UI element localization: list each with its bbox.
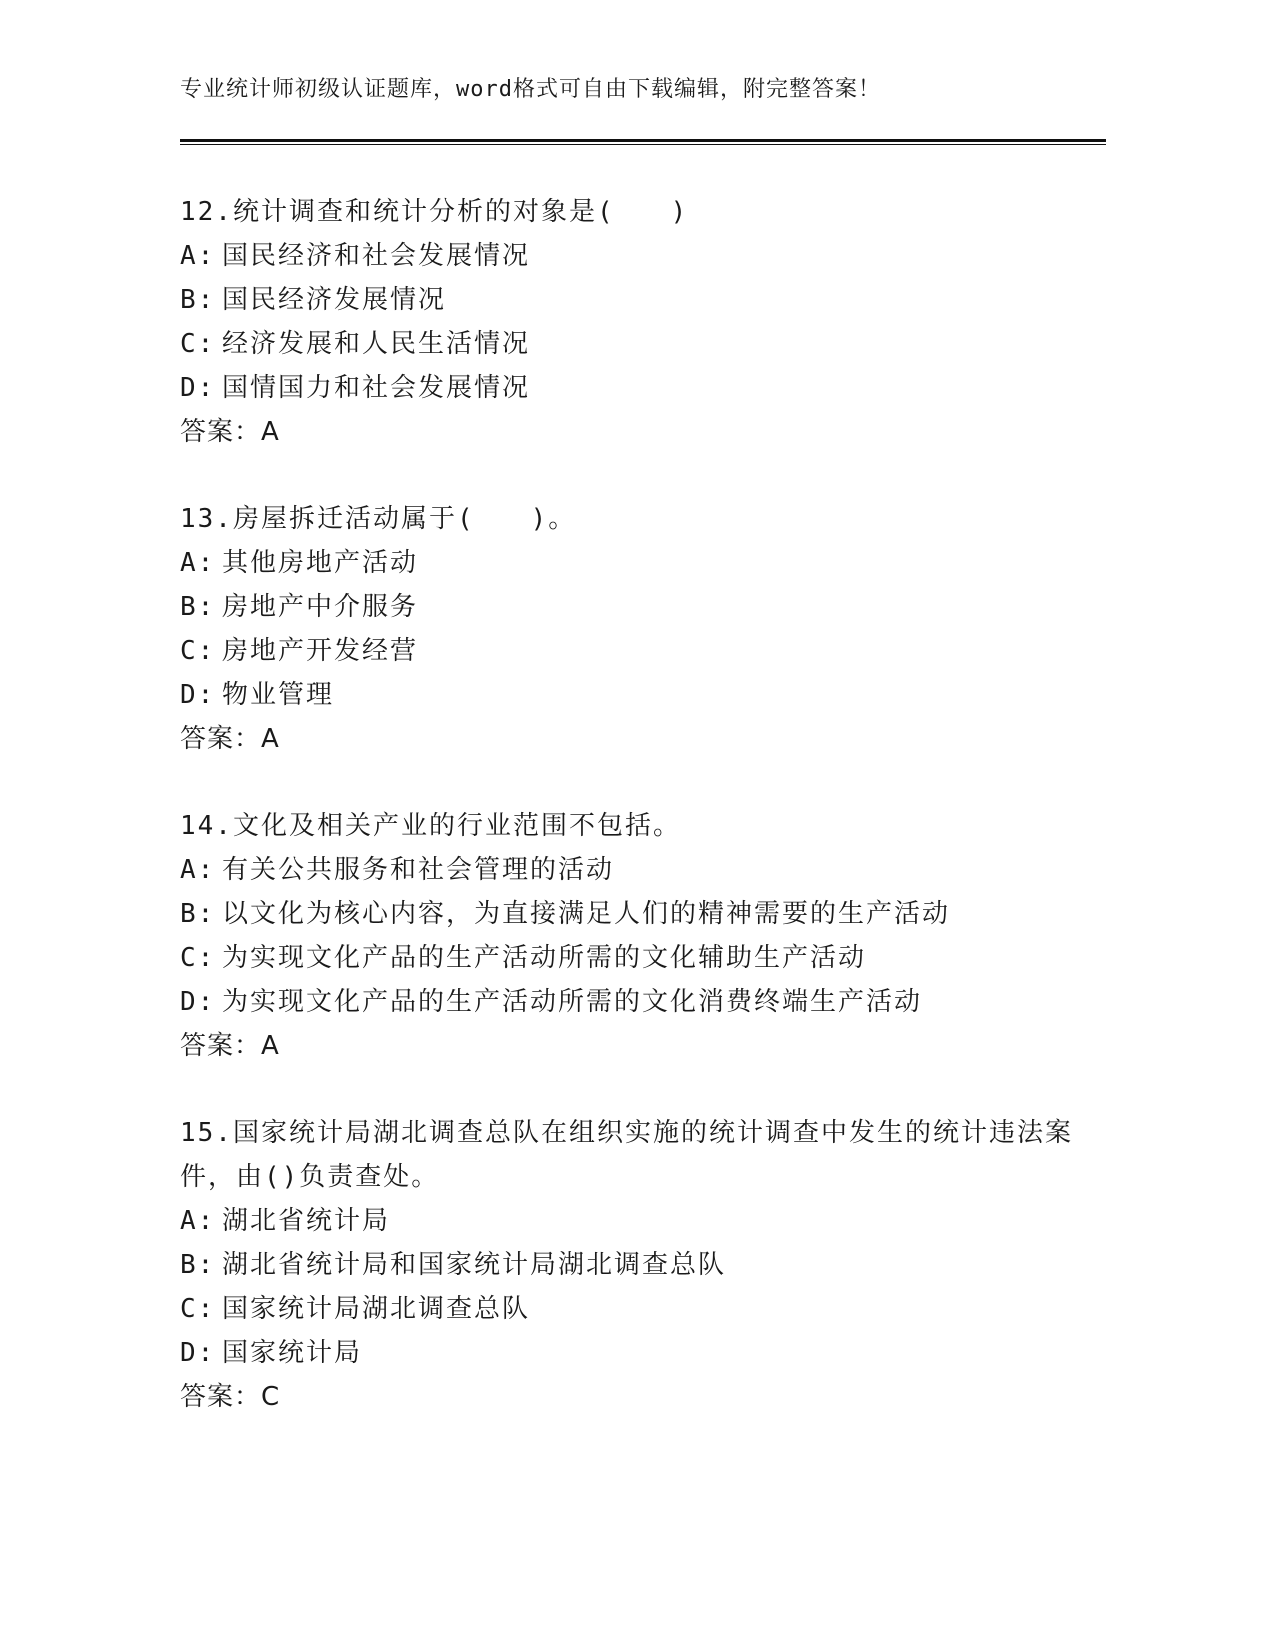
answer-line	[180, 1024, 1110, 1068]
option-a	[180, 848, 1110, 892]
answer-line	[180, 410, 1110, 454]
answer-line	[180, 1375, 1110, 1419]
answer-label: 答案：	[180, 417, 262, 447]
option-b	[180, 892, 1110, 936]
answer-value: C	[261, 1382, 281, 1412]
option-letter: A:	[180, 855, 216, 885]
option-text: 国家统计局湖北调查总队	[222, 1294, 531, 1324]
option-letter: D:	[180, 987, 216, 1017]
option-text: 以文化为核心内容，为直接满足人们的精神需要的生产活动	[222, 899, 951, 929]
question-number: 15.	[180, 1118, 233, 1148]
option-text: 房地产开发经营	[222, 636, 419, 666]
option-text: 为实现文化产品的生产活动所需的文化消费终端生产活动	[222, 987, 923, 1017]
question-text: 统计调查和统计分析的对象是( )	[232, 197, 689, 227]
option-letter: A:	[180, 241, 216, 271]
option-text: 有关公共服务和社会管理的活动	[222, 855, 615, 885]
option-letter: D:	[180, 680, 216, 710]
option-a	[180, 541, 1110, 585]
option-text: 湖北省统计局和国家统计局湖北调查总队	[222, 1250, 727, 1280]
header-rule-thick	[180, 139, 1106, 142]
question-list	[180, 190, 1110, 1462]
question-12	[180, 190, 1110, 454]
option-c	[180, 322, 1110, 366]
question-text: 国家统计局湖北调查总队在组织实施的统计调查中发生的统计违法案件，由()负责查处。	[180, 1118, 1073, 1192]
option-text: 其他房地产活动	[222, 548, 419, 578]
option-text: 国家统计局	[222, 1338, 363, 1368]
option-d	[180, 673, 1110, 717]
option-d	[180, 980, 1110, 1024]
header-rule-thin	[180, 144, 1106, 145]
option-letter: B:	[180, 285, 216, 315]
document-header: 专业统计师初级认证题库，word格式可自由下载编辑，附完整答案！	[180, 77, 881, 102]
question-stem	[180, 190, 1110, 234]
option-d	[180, 366, 1110, 410]
option-c	[180, 629, 1110, 673]
question-text: 房屋拆迁活动属于( )。	[232, 504, 577, 534]
option-letter: D:	[180, 1338, 216, 1368]
answer-line	[180, 717, 1110, 761]
question-13	[180, 497, 1110, 761]
option-letter: B:	[180, 592, 216, 622]
option-text: 国民经济发展情况	[222, 285, 447, 315]
answer-value: A	[261, 417, 280, 447]
option-letter: A:	[180, 548, 216, 578]
option-c	[180, 1287, 1110, 1331]
question-number: 13.	[180, 504, 233, 534]
option-letter: B:	[180, 1250, 216, 1280]
answer-value: A	[261, 724, 280, 754]
option-letter: B:	[180, 899, 216, 929]
option-letter: C:	[180, 329, 216, 359]
answer-label: 答案：	[180, 724, 262, 754]
option-text: 国民经济和社会发展情况	[222, 241, 531, 271]
option-b	[180, 1243, 1110, 1287]
option-text: 国情国力和社会发展情况	[222, 373, 531, 403]
question-14	[180, 804, 1110, 1068]
question-stem	[180, 497, 1110, 541]
question-15	[180, 1111, 1110, 1419]
question-stem	[180, 804, 1110, 848]
question-stem	[180, 1111, 1110, 1199]
question-number: 12.	[180, 197, 233, 227]
answer-label: 答案：	[180, 1031, 262, 1061]
question-text: 文化及相关产业的行业范围不包括。	[232, 811, 681, 841]
option-letter: C:	[180, 1294, 216, 1324]
option-letter: D:	[180, 373, 216, 403]
option-a	[180, 234, 1110, 278]
option-a	[180, 1199, 1110, 1243]
option-text: 湖北省统计局	[222, 1206, 391, 1236]
option-letter: C:	[180, 943, 216, 973]
answer-label: 答案：	[180, 1382, 262, 1412]
option-text: 物业管理	[222, 680, 335, 710]
option-c	[180, 936, 1110, 980]
answer-value: A	[261, 1031, 280, 1061]
option-text: 为实现文化产品的生产活动所需的文化辅助生产活动	[222, 943, 867, 973]
option-letter: C:	[180, 636, 216, 666]
option-b	[180, 278, 1110, 322]
option-d	[180, 1331, 1110, 1375]
option-text: 经济发展和人民生活情况	[222, 329, 531, 359]
option-letter: A:	[180, 1206, 216, 1236]
question-number: 14.	[180, 811, 233, 841]
option-b	[180, 585, 1110, 629]
option-text: 房地产中介服务	[222, 592, 419, 622]
